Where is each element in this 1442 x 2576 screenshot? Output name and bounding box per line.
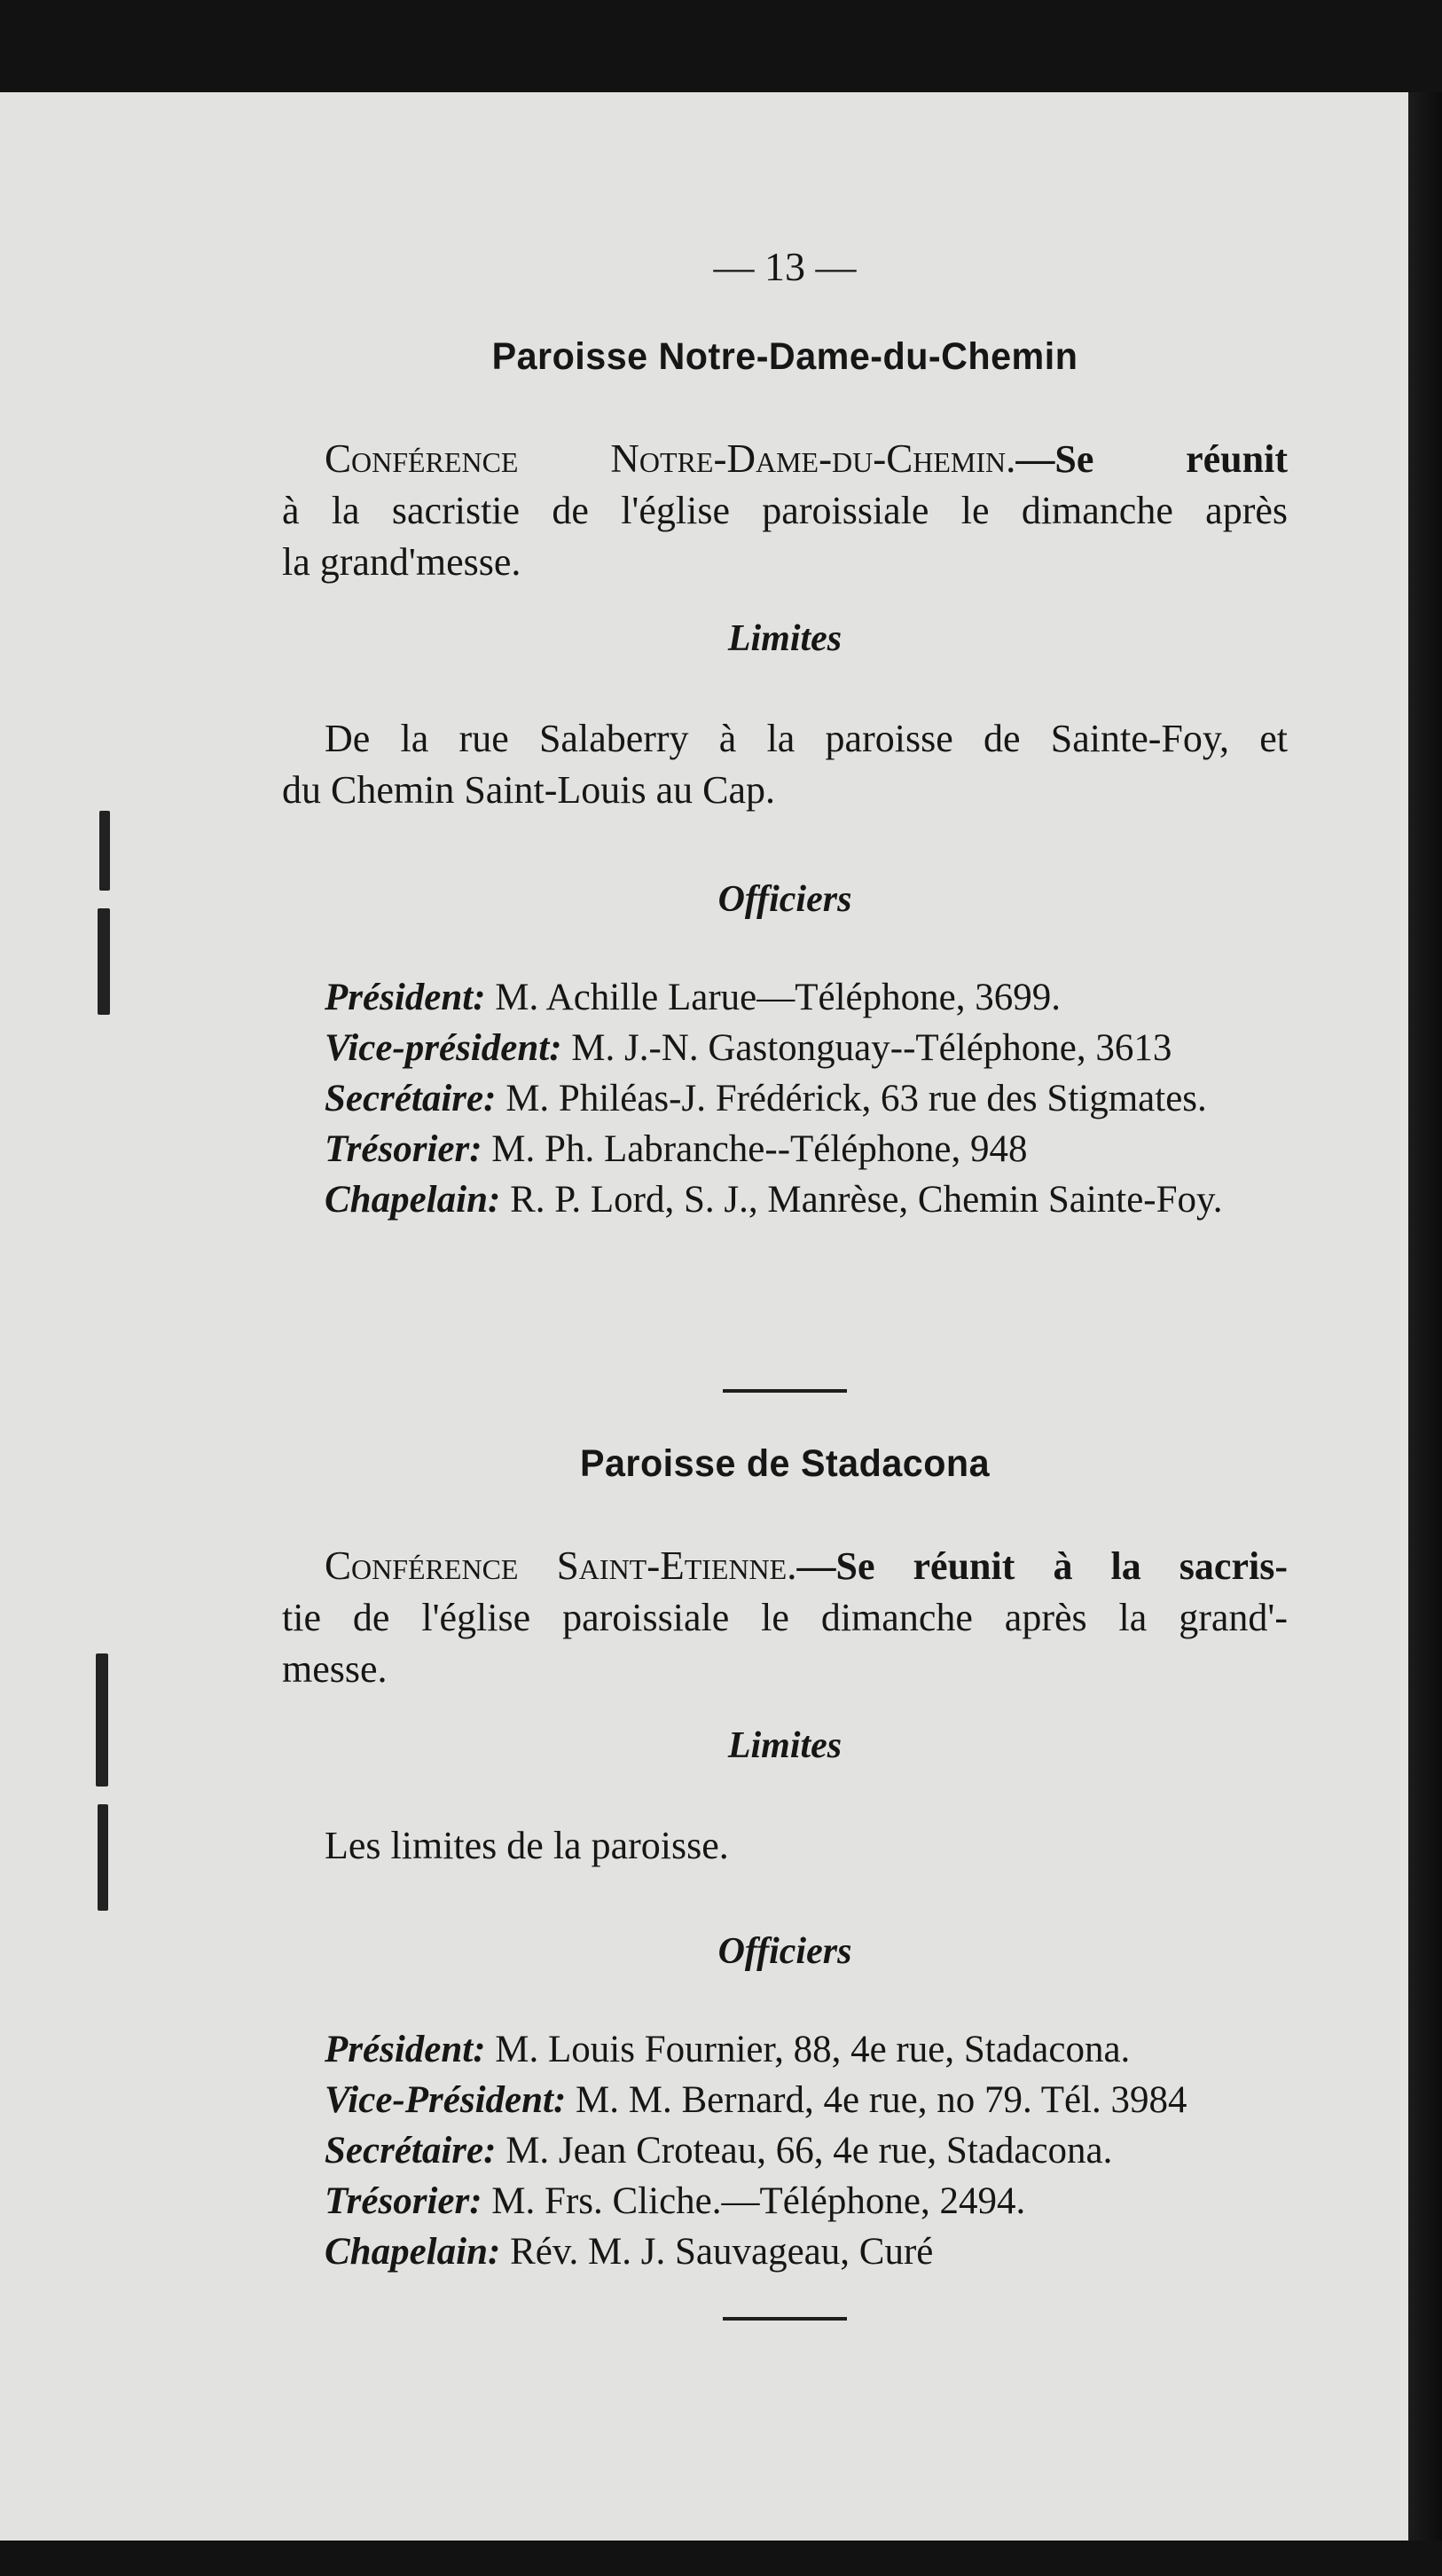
section-divider: [723, 2317, 847, 2321]
officer-entry: Président: M. Louis Fournier, 88, 4e rue, Stadacona.: [325, 2029, 1131, 2070]
officers-heading: Officiers: [717, 879, 852, 920]
officer-entry: Trésorier: M. Frs. Cliche.—Téléphone, 2494.: [325, 2180, 1026, 2222]
section-title: Paroisse de Stadacona: [579, 1442, 991, 1485]
officer-entry: Vice-président: M. J.-N. Gastonguay--Téléphone, 3613: [325, 1027, 1172, 1069]
limits-paragraph: De la rue Salaberry à la paroisse de Sainte-Foy, et du Chemin Saint-Louis au Cap.: [282, 717, 1288, 812]
officer-entry: Chapelain: Rév. M. J. Sauvageau, Curé: [325, 2231, 934, 2273]
officers-list: [282, 2024, 1288, 2277]
limits-heading: Limites: [727, 1725, 842, 1766]
officer-entry: Vice-Président: M. M. Bernard, 4e rue, no 79. Tél. 3984: [325, 2079, 1187, 2121]
binding-mark: [99, 811, 110, 891]
limits-heading: Limites: [727, 618, 842, 659]
officer-entry: Chapelain: R. P. Lord, S. J., Manrèse, Chemin Sainte-Foy.: [325, 1179, 1223, 1221]
conference-name: Conférence Saint-Etienne.: [325, 1543, 797, 1588]
conference-name: Conférence Notre-Dame-du-Chemin.: [325, 436, 1016, 481]
page: [0, 92, 1408, 2541]
page-edge-shadow: [1408, 92, 1442, 2541]
conference-paragraph: Conférence Saint-Etienne.—Se réunit à la sacris- tie de l'église paroissiale le dimanche après la grand'- messe.: [282, 1543, 1288, 1691]
officer-entry: Secrétaire: M. Jean Croteau, 66, 4e rue, Stadacona.: [325, 2130, 1113, 2172]
officer-entry: Secrétaire: M. Philéas-J. Frédérick, 63 rue des Stigmates.: [325, 1078, 1207, 1119]
officers-heading: Officiers: [717, 1931, 852, 1972]
page-number: — 13 —: [713, 244, 857, 289]
officer-entry: Président: M. Achille Larue—Téléphone, 3699.: [325, 977, 1061, 1018]
binding-mark: [98, 1804, 108, 1911]
binding-mark: [98, 908, 110, 1015]
section-title: Paroisse Notre-Dame-du-Chemin: [491, 335, 1078, 378]
section-divider: [723, 1389, 847, 1393]
officer-entry: Trésorier: M. Ph. Labranche--Téléphone, 948: [325, 1128, 1028, 1170]
conference-paragraph: Conférence Notre-Dame-du-Chemin.—Se réunit à la sacristie de l'église paroissiale le dimanche après la grand'messe.: [282, 436, 1288, 584]
binding-mark: [96, 1653, 108, 1787]
limits-paragraph: Les limites de la paroisse.: [325, 1824, 729, 1867]
officers-list: [282, 972, 1288, 1225]
